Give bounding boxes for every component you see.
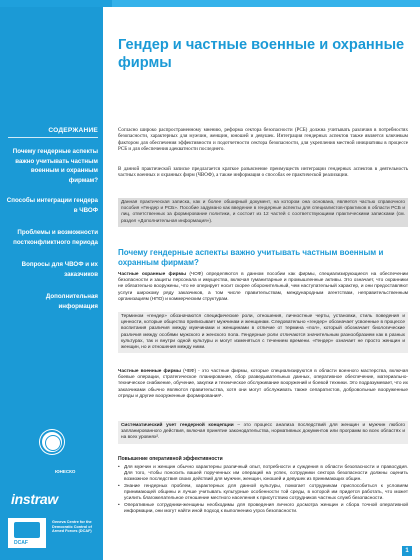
intro-paragraph-2: В данной практической записке предлагается краткое разъяснение преимуществ интеграции гендерных аспектов в деятельность частных военных и охранных фирм (ЧВОФ), а также информация о способах ее практической реализации. [118, 166, 408, 179]
page-number: 1 [402, 546, 412, 556]
un-label: ЮНЕСКО [55, 469, 76, 474]
toc-item-questions[interactable]: Вопросы для ЧВОФ и их заказчиков [21, 261, 98, 278]
sidebar [0, 7, 103, 560]
definition-gender: Термином «гендер» обозначаются специфические роли, отношения, личностные черты, установки, стиль поведения и ценности, которые общество приписывает мужчинам и женщинам. Следовательно «гендер» обозначает усвоенные в процессе воспитания различия между мужчинами и женщинами в отличие от термина «пол», который обозначает биологические различия между особями мужского и женского пола. Гендерные роли отличаются значительным разнообразием как в разных культурах, так и внутри одной культуры и могут изменяться с течением времени. «Гендер» означает не просто женщин и женщин, но и отношения между ними. [118, 312, 408, 353]
un-emblem-icon [40, 430, 64, 454]
toc-item-integration[interactable]: Способы интеграции гендера в ЧВОФ [6, 197, 98, 214]
subheading-operational: Повышение оперативной эффективности [118, 456, 223, 462]
definition-mainstreaming-term: Систематический учет гендерной концепции [121, 423, 234, 428]
top-bar-accent [112, 0, 420, 7]
definition-pmf-text: (ЧВФ) - это частные фирмы, которые специализируются в области военного мастерства, включая боевые операции, стратегическое планирование, сбор разведывательных данных, оперативное обеспечение, материально-техническое снабжение, обучение, закупки и техническое обслуживание вооружений и боевой техники. Это подразумевает, что их заказчиками обычно являются правительства, хотя они могут обслуживать также сепаратистов, добровольные вооруженные отряды и другие вооруженные формирования¹. [118, 369, 408, 399]
definition-pof [118, 272, 408, 303]
intro-paragraph-1: Согласно широко распространенному мнению, реформа сектора безопасности (РСБ) должна учитывать различия в потребностях безопасности, характерных для мужчин, женщин, юношей и девушек. Интеграция гендерных аспектов также является ключевым фактором для обеспечения эффективности и подотчетности сектора безопасности, для укрепления местной инициативы в процессе РСБ и для обеспечения адекватности последнего. [118, 127, 408, 153]
top-bar [0, 0, 420, 7]
instraw-logo: instraw [11, 491, 58, 507]
dcaf-logo-icon [14, 522, 40, 538]
reference-note-box [118, 198, 408, 227]
reference-note-text: Данная практическая записка, как и более обширный документ, на котором она основана, является частью справочного пособия «Гендер и РСБ». Пособие задумано как введение в гендерные аспекты для специалистов-практиков в области РСБ и лиц, ответственных за формирование политики, и состоит из 12 частей с соответствующими практическими записками (см. раздел «Дополнительная информация»). [121, 200, 405, 224]
definition-pmf [118, 369, 408, 400]
toc-item-post-conflict[interactable]: Проблемы и возможности постконфликтного периода [13, 229, 98, 246]
toc-item-why-gender[interactable]: Почему гендерные аспекты важно учитывать частным военным и охранным фирмам? [12, 148, 98, 184]
list-item: • Знание гендерных проблем, характерных для данной культуры, помогает сотрудникам приспособиться к условиям принимающей общины и лучше учитывать культурные особенности той среды, в которой им придется работать, что может усилить благожелательное отношение местного населения к присутствию сотрудников частных служб безопасности. [118, 484, 408, 502]
definition-mainstreaming-text: – это процесс анализа последствий для женщин и мужчин любого запланированного действия, включая принятие законодательства, нормативных документов или программ во всех областях и на всех уровнях². [121, 423, 405, 441]
page-title: Гендер и частные военные и охранные фирмы [118, 37, 405, 71]
bullet-list [118, 465, 408, 516]
section-heading: Почему гендерные аспекты важно учитывать частным военным и охранным фирмам? [118, 248, 384, 267]
definition-pof-text: (ЧОФ) определяются в данном пособии как фирмы, специализирующиеся на обеспечении безопасности и защиты персонала и имущества, включая гуманитарные и промышленные активы. Это означает, что охранники не обязательно вооружены, что не оперирует носит скорее оборонительный, чем наступательный характер, и они предоставляют услуги широкому ряду заказчиков, а том числе правительствам, международным агентствам, неправительственным организациям (НПО) и коммерческим структурам. [118, 272, 409, 302]
list-item: • Для мужчин и женщин обычно характерны различный опыт, потребности и суждения в области безопасности и правосудия. Для того, чтобы поносить вашей порученных им операций на успех, сотрудники сектора безопасности должны оценить возможное последствия своих действий для мужчин, женщин, юношей и девушек из принимающих общин. [118, 465, 408, 483]
dcaf-logo-text: DCAF [14, 540, 28, 546]
definition-pmf-term: Частные военные фирмы [118, 369, 181, 374]
toc-divider [8, 137, 98, 138]
definition-mainstreaming [118, 421, 408, 444]
dcaf-description: Geneva Centre for the Democratic Control of Armed Forces (DCAF) [52, 520, 92, 534]
definition-pof-term: Частные охранные фирмы [118, 272, 187, 277]
list-item: • Оперативные сотрудники-женщины необходимы для проведения личного досмотра женщин и сбора точной оперативной информации, они могут найти иной подход к выполнению угроз безопасности. [118, 503, 408, 515]
toc-title: СОДЕРЖАНИЕ [48, 127, 98, 134]
toc-item-additional-info[interactable]: Дополнительная информация [45, 293, 98, 310]
